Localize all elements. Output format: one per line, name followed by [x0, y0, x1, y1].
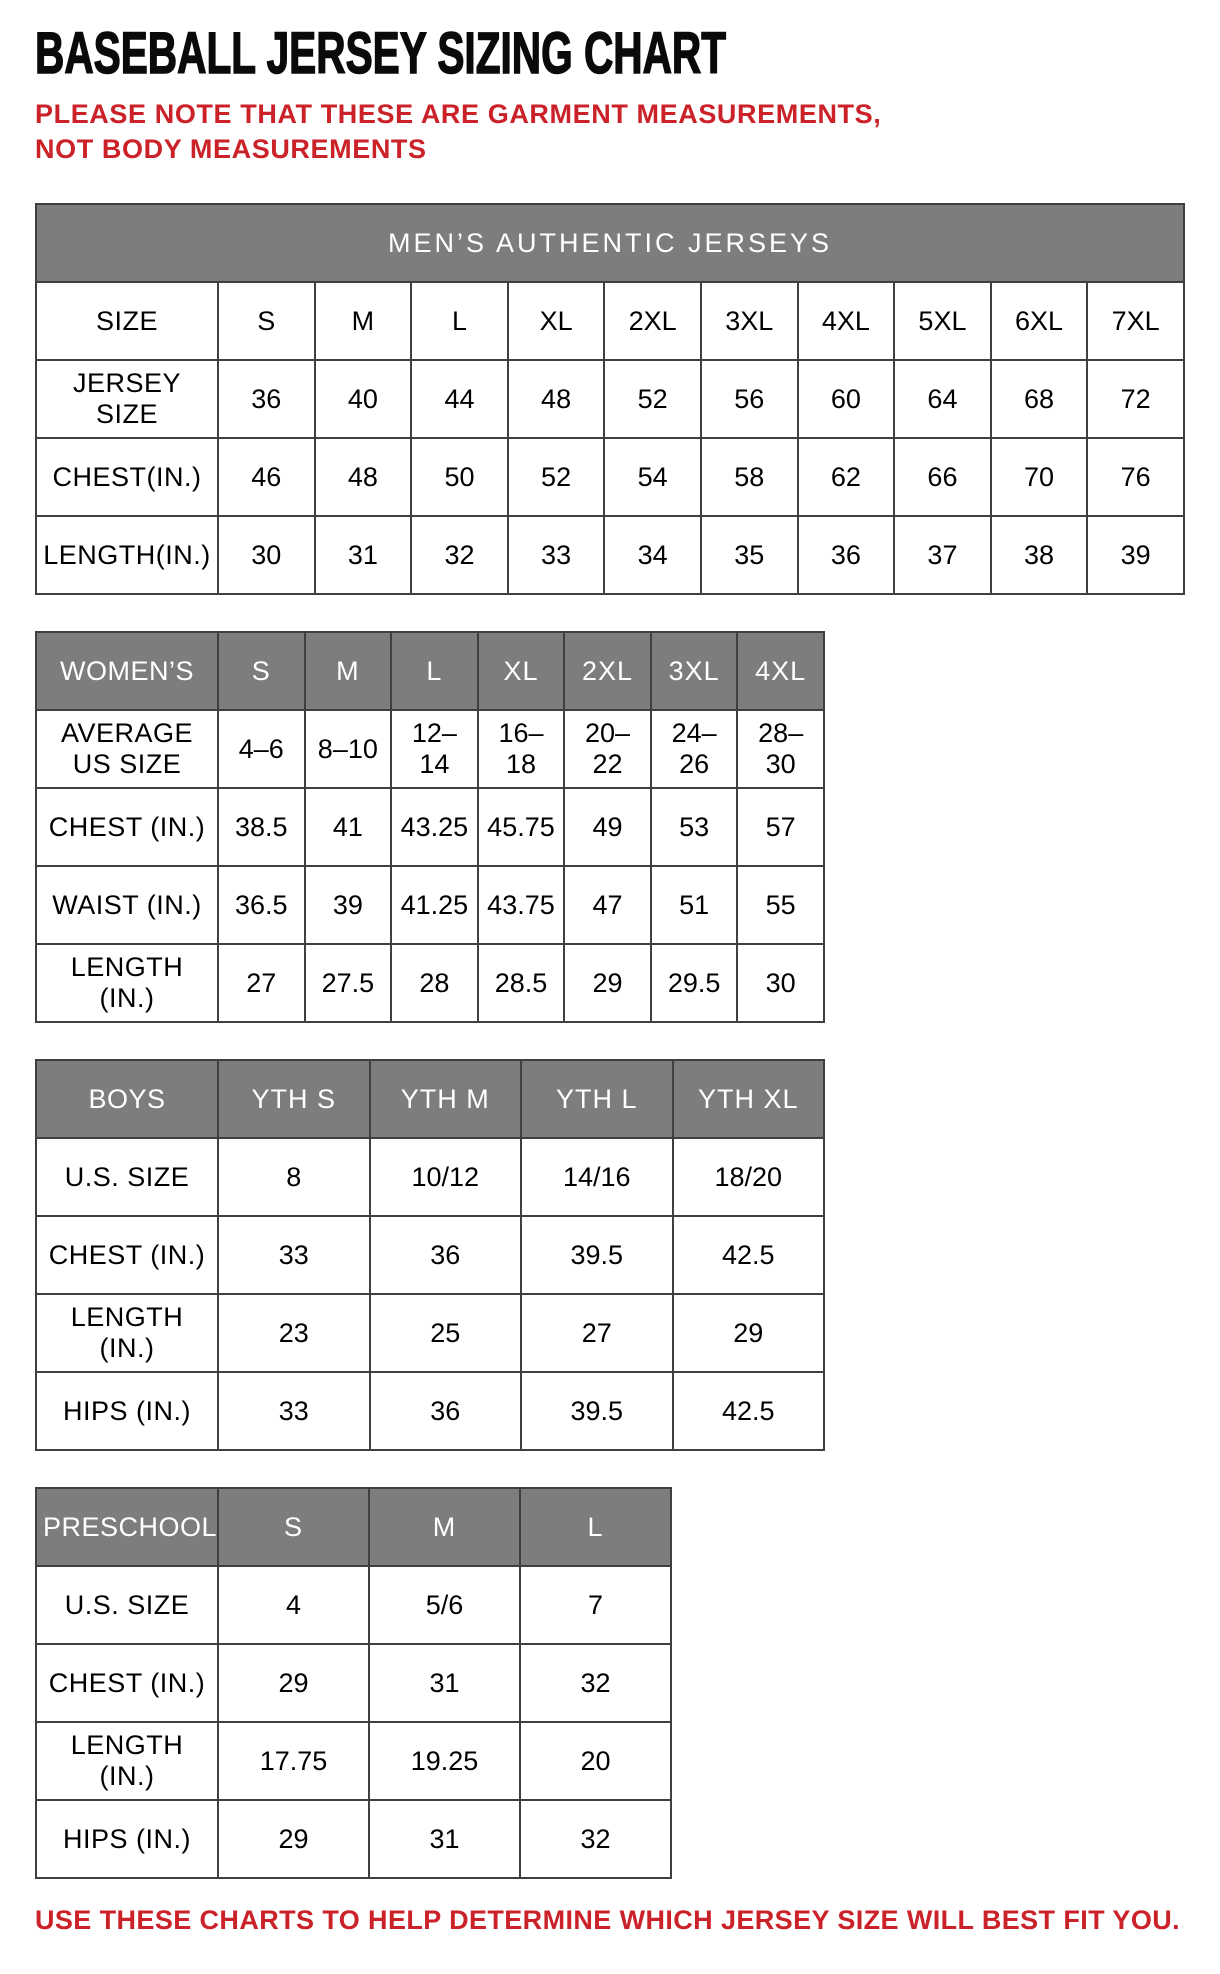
value-cell: 37	[894, 516, 991, 594]
boys-row-chest-in	[36, 1216, 824, 1294]
value-cell: 36	[370, 1372, 522, 1450]
value-cell: 36	[218, 360, 315, 438]
preschool-row-length-in	[36, 1722, 671, 1800]
value-cell: 46	[218, 438, 315, 516]
boys-row-u-s-size	[36, 1138, 824, 1216]
boys-header-yth-l: YTH L	[521, 1060, 673, 1138]
value-cell: 43.25	[391, 788, 478, 866]
value-cell: 42.5	[673, 1216, 825, 1294]
boys-row-length-in	[36, 1294, 824, 1372]
value-cell: M	[315, 282, 412, 360]
value-cell: 28	[391, 944, 478, 1022]
value-cell: 25	[370, 1294, 522, 1372]
value-cell: 27	[521, 1294, 673, 1372]
value-cell: 36.5	[218, 866, 305, 944]
row-label-cell: WAIST (IN.)	[36, 866, 218, 944]
value-cell: 60	[798, 360, 895, 438]
womens-sizing-table	[35, 631, 825, 1023]
value-cell: 18/20	[673, 1138, 825, 1216]
value-cell: 42.5	[673, 1372, 825, 1450]
value-cell: 43.75	[478, 866, 565, 944]
value-cell: 29	[218, 1800, 369, 1878]
value-cell: 20–22	[564, 710, 651, 788]
boys-sizing-table	[35, 1059, 825, 1451]
preschool-header-m: M	[369, 1488, 520, 1566]
value-cell: 30	[218, 516, 315, 594]
row-label-cell: CHEST (IN.)	[36, 788, 218, 866]
boys-row-hips-in	[36, 1372, 824, 1450]
preschool-row-u-s-size	[36, 1566, 671, 1644]
value-cell: 3XL	[701, 282, 798, 360]
row-label-cell: HIPS (IN.)	[36, 1800, 218, 1878]
value-cell: 56	[701, 360, 798, 438]
value-cell: 31	[369, 1800, 520, 1878]
womens-row-length-in	[36, 944, 824, 1022]
row-label-cell: JERSEY SIZE	[36, 360, 218, 438]
womens-header-m: M	[305, 632, 392, 710]
footer-note: USE THESE CHARTS TO HELP DETERMINE WHICH JERSEY SIZE WILL BEST FIT YOU.	[35, 1905, 1181, 1936]
value-cell: 27	[218, 944, 305, 1022]
value-cell: 70	[991, 438, 1088, 516]
preschool-header-label: PRESCHOOL	[36, 1488, 218, 1566]
row-label-cell: CHEST (IN.)	[36, 1644, 218, 1722]
womens-header-label: WOMEN’S	[36, 632, 218, 710]
value-cell: 39.5	[521, 1216, 673, 1294]
value-cell: 16–18	[478, 710, 565, 788]
mens-row-chest-in	[36, 438, 1184, 516]
value-cell: 50	[411, 438, 508, 516]
value-cell: 33	[508, 516, 605, 594]
preschool-header-l: L	[520, 1488, 671, 1566]
value-cell: 64	[894, 360, 991, 438]
value-cell: 10/12	[370, 1138, 522, 1216]
value-cell: 5/6	[369, 1566, 520, 1644]
value-cell: 32	[520, 1800, 671, 1878]
womens-row-chest-in	[36, 788, 824, 866]
value-cell: 54	[604, 438, 701, 516]
value-cell: 53	[651, 788, 738, 866]
value-cell: 29.5	[651, 944, 738, 1022]
row-label-cell: AVERAGE US SIZE	[36, 710, 218, 788]
preschool-row-chest-in	[36, 1644, 671, 1722]
value-cell: 52	[508, 438, 605, 516]
mens-title-row	[36, 204, 1184, 282]
preschool-header-s: S	[218, 1488, 369, 1566]
row-label-cell: HIPS (IN.)	[36, 1372, 218, 1450]
value-cell: 48	[315, 438, 412, 516]
value-cell: 7	[520, 1566, 671, 1644]
page-title: BASEBALL JERSEY SIZING CHART	[35, 21, 727, 86]
row-label-cell: U.S. SIZE	[36, 1138, 218, 1216]
mens-row-length-in	[36, 516, 1184, 594]
value-cell: 8	[218, 1138, 370, 1216]
preschool-sizing-table	[35, 1487, 672, 1879]
value-cell: 4	[218, 1566, 369, 1644]
value-cell: 14/16	[521, 1138, 673, 1216]
value-cell: 45.75	[478, 788, 565, 866]
value-cell: 29	[564, 944, 651, 1022]
value-cell: 7XL	[1087, 282, 1184, 360]
boys-header-yth-s: YTH S	[218, 1060, 370, 1138]
row-label-cell: SIZE	[36, 282, 218, 360]
boys-header-yth-xl: YTH XL	[673, 1060, 825, 1138]
value-cell: 19.25	[369, 1722, 520, 1800]
value-cell: 39	[1087, 516, 1184, 594]
mens-table-title: MEN’S AUTHENTIC JERSEYS	[36, 204, 1184, 282]
value-cell: S	[218, 282, 315, 360]
value-cell: 36	[798, 516, 895, 594]
value-cell: 68	[991, 360, 1088, 438]
value-cell: 5XL	[894, 282, 991, 360]
value-cell: 76	[1087, 438, 1184, 516]
value-cell: 48	[508, 360, 605, 438]
value-cell: 38	[991, 516, 1088, 594]
value-cell: 36	[370, 1216, 522, 1294]
womens-header-row	[36, 632, 824, 710]
value-cell: 34	[604, 516, 701, 594]
mens-sizing-table	[35, 203, 1185, 595]
value-cell: 8–10	[305, 710, 392, 788]
value-cell: 33	[218, 1216, 370, 1294]
row-label-cell: LENGTH(IN.)	[36, 516, 218, 594]
preschool-header-row	[36, 1488, 671, 1566]
womens-header-4xl: 4XL	[737, 632, 824, 710]
value-cell: 4XL	[798, 282, 895, 360]
value-cell: 23	[218, 1294, 370, 1372]
value-cell: 39.5	[521, 1372, 673, 1450]
value-cell: 49	[564, 788, 651, 866]
value-cell: 28–30	[737, 710, 824, 788]
value-cell: 4–6	[218, 710, 305, 788]
value-cell: 20	[520, 1722, 671, 1800]
value-cell: 6XL	[991, 282, 1088, 360]
womens-header-s: S	[218, 632, 305, 710]
womens-header-l: L	[391, 632, 478, 710]
boys-header-row	[36, 1060, 824, 1138]
value-cell: XL	[508, 282, 605, 360]
boys-header-label: BOYS	[36, 1060, 218, 1138]
value-cell: 31	[369, 1644, 520, 1722]
value-cell: 40	[315, 360, 412, 438]
garment-measurements-note: PLEASE NOTE THAT THESE ARE GARMENT MEASUREMENTS, NOT BODY MEASUREMENTS	[35, 98, 882, 164]
value-cell: 33	[218, 1372, 370, 1450]
womens-row-waist-in	[36, 866, 824, 944]
value-cell: 47	[564, 866, 651, 944]
value-cell: 57	[737, 788, 824, 866]
value-cell: 31	[315, 516, 412, 594]
value-cell: 24–26	[651, 710, 738, 788]
value-cell: 29	[673, 1294, 825, 1372]
value-cell: 44	[411, 360, 508, 438]
value-cell: 52	[604, 360, 701, 438]
mens-row-size	[36, 282, 1184, 360]
womens-header-2xl: 2XL	[564, 632, 651, 710]
value-cell: 17.75	[218, 1722, 369, 1800]
value-cell: L	[411, 282, 508, 360]
value-cell: 66	[894, 438, 991, 516]
value-cell: 12–14	[391, 710, 478, 788]
value-cell: 28.5	[478, 944, 565, 1022]
value-cell: 51	[651, 866, 738, 944]
value-cell: 58	[701, 438, 798, 516]
value-cell: 55	[737, 866, 824, 944]
value-cell: 72	[1087, 360, 1184, 438]
row-label-cell: CHEST (IN.)	[36, 1216, 218, 1294]
row-label-cell: U.S. SIZE	[36, 1566, 218, 1644]
womens-header-xl: XL	[478, 632, 565, 710]
boys-header-yth-m: YTH M	[370, 1060, 522, 1138]
value-cell: 39	[305, 866, 392, 944]
value-cell: 30	[737, 944, 824, 1022]
womens-row-average-us-size	[36, 710, 824, 788]
row-label-cell: LENGTH (IN.)	[36, 944, 218, 1022]
value-cell: 2XL	[604, 282, 701, 360]
mens-row-jersey-size	[36, 360, 1184, 438]
row-label-cell: CHEST(IN.)	[36, 438, 218, 516]
value-cell: 62	[798, 438, 895, 516]
value-cell: 29	[218, 1644, 369, 1722]
value-cell: 32	[411, 516, 508, 594]
womens-header-3xl: 3XL	[651, 632, 738, 710]
value-cell: 32	[520, 1644, 671, 1722]
row-label-cell: LENGTH (IN.)	[36, 1722, 218, 1800]
value-cell: 27.5	[305, 944, 392, 1022]
value-cell: 41	[305, 788, 392, 866]
value-cell: 41.25	[391, 866, 478, 944]
preschool-row-hips-in	[36, 1800, 671, 1878]
row-label-cell: LENGTH (IN.)	[36, 1294, 218, 1372]
value-cell: 38.5	[218, 788, 305, 866]
value-cell: 35	[701, 516, 798, 594]
